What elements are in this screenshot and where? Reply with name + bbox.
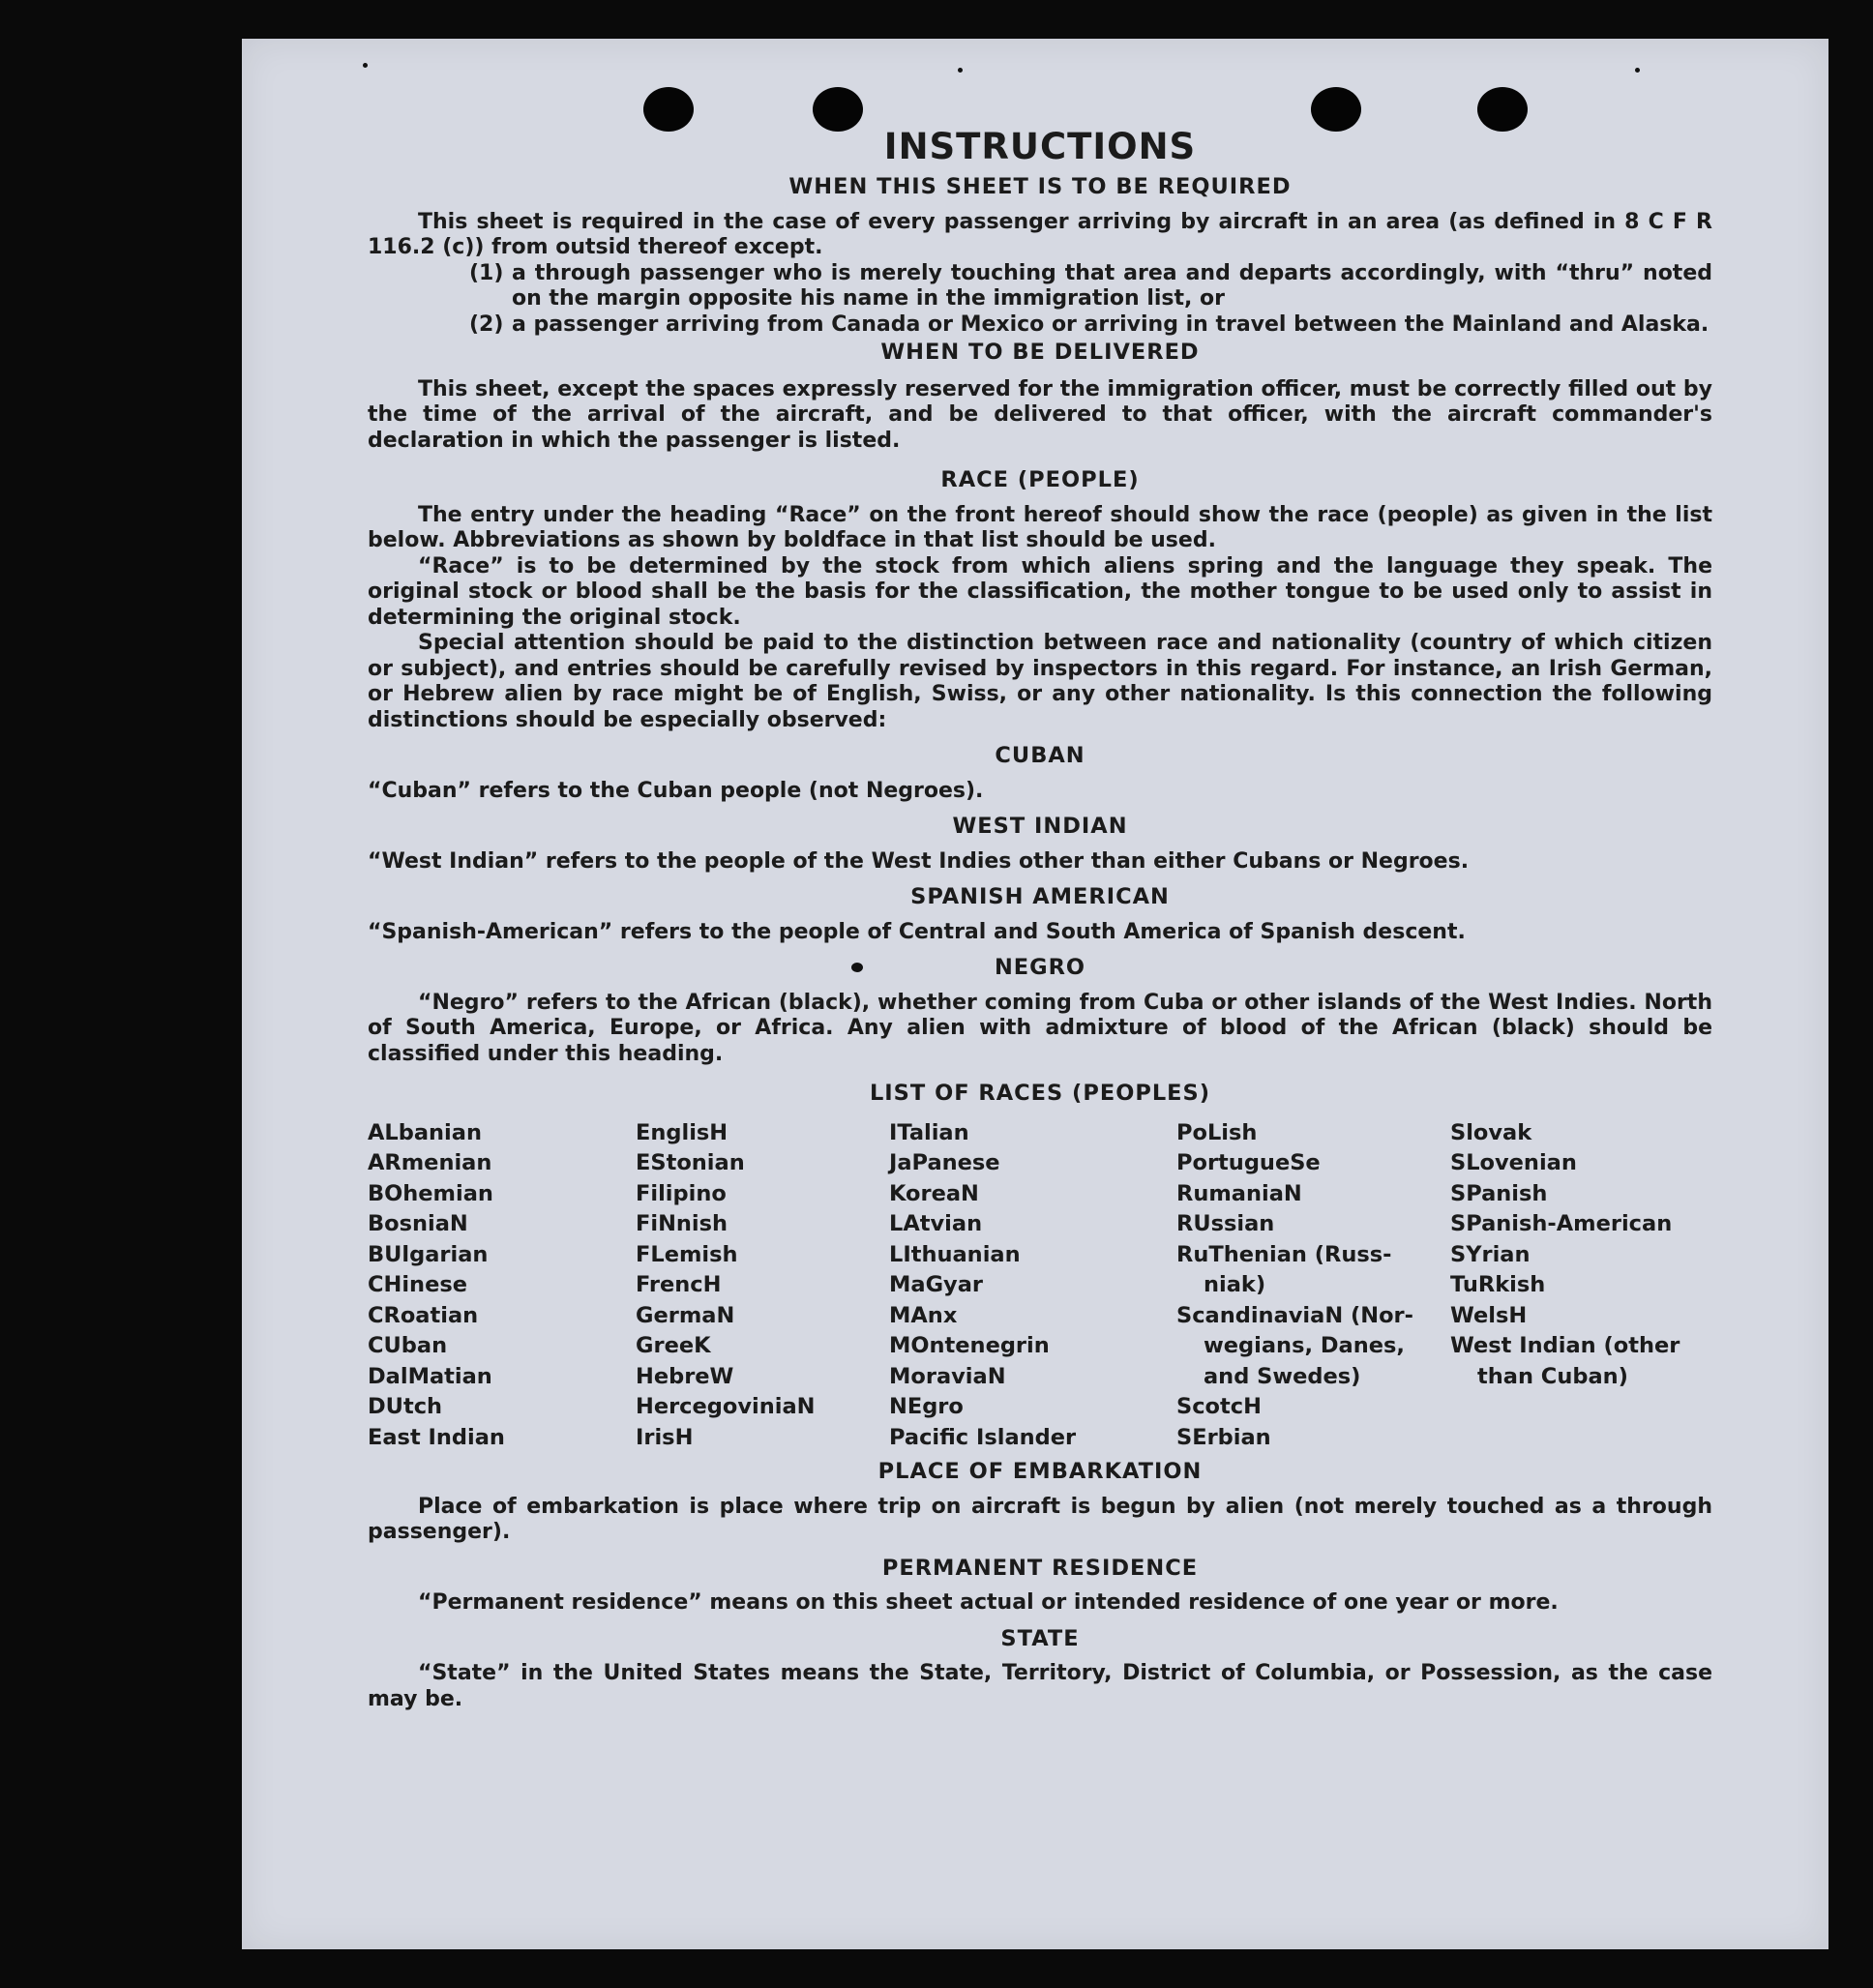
race-entry-continuation: niak) (1204, 1272, 1266, 1297)
race-entry: PoLish (1176, 1119, 1258, 1145)
spanish-american-paragraph: “Spanish-American” refers to the people of Central and South America of Spanish descent. (368, 919, 1466, 944)
negro-paragraph: “Negro” refers to the African (black), whether coming from Cuba or other islands of the West Indies. North of South America, Europe, or Africa. Any alien with admixture of blood of the African (black) should be classified under this heading. (368, 990, 1712, 1066)
race-entry: Filipino (636, 1180, 727, 1206)
race-entry: BOhemian (368, 1180, 493, 1206)
exception-item (469, 261, 1712, 312)
race-paragraph: The entry under the heading “Race” on the front hereof should show the race (people) as given in the list below. Abbreviations as shown by boldface in that list should be used. (368, 502, 1712, 552)
race-entry: JaPanese (889, 1150, 1000, 1175)
heading-when-delivered: WHEN TO BE DELIVERED (880, 340, 1200, 365)
race-paragraph: “Race” is to be determined by the stock from which aliens spring and the language they speak. The original stock or blood shall be the basis for the classification, the mother tongue to be used only to assist in determining the original stock. (368, 553, 1712, 630)
race-entry: GermaN (636, 1302, 735, 1328)
race-entry: CRoatian (368, 1302, 479, 1328)
race-entry: Pacific Islander (889, 1424, 1077, 1450)
race-entry: NEgro (889, 1394, 964, 1419)
exception-text: a through passenger who is merely touching that area and departs accordingly, with “thru” noted on the margin opposite his name in the immigration list, or (512, 260, 1712, 311)
race-entry-continuation: wegians, Danes, (1204, 1333, 1405, 1358)
heading-negro: NEGRO (994, 955, 1086, 980)
heading-list-of-races: LIST OF RACES (PEOPLES) (869, 1081, 1211, 1106)
race-entry: SErbian (1176, 1424, 1271, 1450)
race-entry: LAtvian (889, 1211, 983, 1236)
race-entry: ScotcH (1176, 1394, 1262, 1419)
state-paragraph: “State” in the United States means the State, Territory, District of Columbia, or Possession, as the case may be. (368, 1661, 1712, 1711)
race-entry: RUssian (1176, 1211, 1275, 1236)
race-entry: DalMatian (368, 1363, 492, 1389)
race-entry: ARmenian (368, 1150, 492, 1175)
race-entry: PortugueSe (1176, 1150, 1321, 1175)
race-entry: CHinese (368, 1272, 467, 1297)
embarkation-paragraph: Place of embarkation is place where trip on aircraft is begun by alien (not merely touched as a through passenger). (368, 1494, 1712, 1544)
race-column (1176, 1118, 1450, 1454)
race-entry: HebreW (636, 1363, 734, 1389)
race-entry: FLemish (636, 1241, 738, 1267)
race-column (368, 1118, 636, 1454)
race-entry: MaGyar (889, 1272, 983, 1297)
race-entry: IrisH (636, 1424, 694, 1450)
heading-cuban: CUBAN (995, 743, 1085, 768)
heading-race: RACE (PEOPLE) (940, 467, 1140, 492)
speck (1635, 68, 1640, 73)
exception-number: (1) (469, 260, 504, 285)
speck (958, 68, 963, 73)
race-entry: EnglisH (636, 1119, 728, 1145)
race-entry: WelsH (1450, 1302, 1528, 1328)
race-entry: ITalian (889, 1119, 969, 1145)
race-entry: CUban (368, 1333, 448, 1358)
race-entry: EStonian (636, 1150, 745, 1175)
race-entry: BosniaN (368, 1211, 468, 1236)
race-entry: TuRkish (1450, 1272, 1546, 1297)
heading-state: STATE (1000, 1625, 1080, 1651)
race-entry: East Indian (368, 1424, 505, 1450)
heading-west-indian: WEST INDIAN (952, 814, 1128, 839)
race-entry-continuation: than Cuban) (1477, 1363, 1628, 1389)
race-entry: HercegoviniaN (636, 1394, 816, 1419)
race-column (1450, 1118, 1702, 1454)
race-entry: ScandinaviaN (Nor- (1176, 1302, 1413, 1328)
exception-number: (2) (469, 312, 504, 337)
race-entry-continuation: and Swedes) (1204, 1363, 1361, 1389)
heading-spanish-american: SPANISH AMERICAN (910, 884, 1170, 909)
delivered-paragraph: This sheet, except the spaces expressly reserved for the immigration officer, must be correctly filled out by the time of the arrival of the aircraft, and be delivered to that officer, with the aircraft commander's declaration in which the passenger is listed. (368, 376, 1712, 453)
required-paragraph: This sheet is required in the case of every passenger arriving by aircraft in an area (as defined in 8 C F R 116.2 (c)) from outsid thereof except. (368, 209, 1712, 259)
race-entry: BUlgarian (368, 1241, 489, 1267)
heading-place-of-embarkation: PLACE OF EMBARKATION (877, 1459, 1203, 1484)
cuban-paragraph: “Cuban” refers to the Cuban people (not Negroes). (368, 778, 984, 803)
race-entry: FrencH (636, 1272, 722, 1297)
race-entry: SPanish-American (1450, 1211, 1673, 1236)
race-entry: MoraviaN (889, 1363, 1006, 1389)
race-entry: ALbanian (368, 1119, 482, 1145)
exception-item (469, 312, 1712, 339)
race-entry: SYrian (1450, 1241, 1531, 1267)
race-entry: KoreaN (889, 1180, 979, 1206)
race-entry: GreeK (636, 1333, 711, 1358)
race-entry: RuThenian (Russ- (1176, 1241, 1392, 1267)
race-entry: DUtch (368, 1394, 443, 1419)
race-paragraph: Special attention should be paid to the distinction between race and nationality (country of which citizen or subject), and entries should be carefully revised by inspectors in this regard. For instance, an Irish German, or Hebrew alien by race might be of English, Swiss, or any other nationality. Is this connection the following distinctions should be especially observed: (368, 631, 1712, 732)
page-title: INSTRUCTIONS (883, 126, 1197, 167)
race-entry: West Indian (other (1450, 1333, 1680, 1358)
residence-paragraph: “Permanent residence” means on this sheet actual or intended residence of one year or more. (418, 1590, 1559, 1615)
race-list (368, 1118, 1712, 1454)
speck (363, 63, 368, 68)
race-entry: SPanish (1450, 1180, 1548, 1206)
west-indian-paragraph: “West Indian” refers to the people of the West Indies other than either Cubans or Negroes. (368, 848, 1470, 874)
heading-permanent-residence: PERMANENT RESIDENCE (881, 1555, 1199, 1581)
document-sheet (242, 39, 1828, 1949)
race-entry: Slovak (1450, 1119, 1532, 1145)
race-entry: MOntenegrin (889, 1333, 1050, 1358)
race-column (636, 1118, 889, 1454)
exception-text: a passenger arriving from Canada or Mexico or arriving in travel between the Mainland and Alaska. (512, 312, 1709, 337)
race-entry: SLovenian (1450, 1150, 1577, 1175)
race-entry: MAnx (889, 1302, 958, 1328)
race-column (889, 1118, 1176, 1454)
race-entry: RumaniaN (1176, 1180, 1302, 1206)
instructions-content (368, 126, 1712, 1712)
heading-when-required: WHEN THIS SHEET IS TO BE REQUIRED (788, 174, 1292, 199)
race-entry: FiNnish (636, 1211, 728, 1236)
race-entry: LIthuanian (889, 1241, 1021, 1267)
